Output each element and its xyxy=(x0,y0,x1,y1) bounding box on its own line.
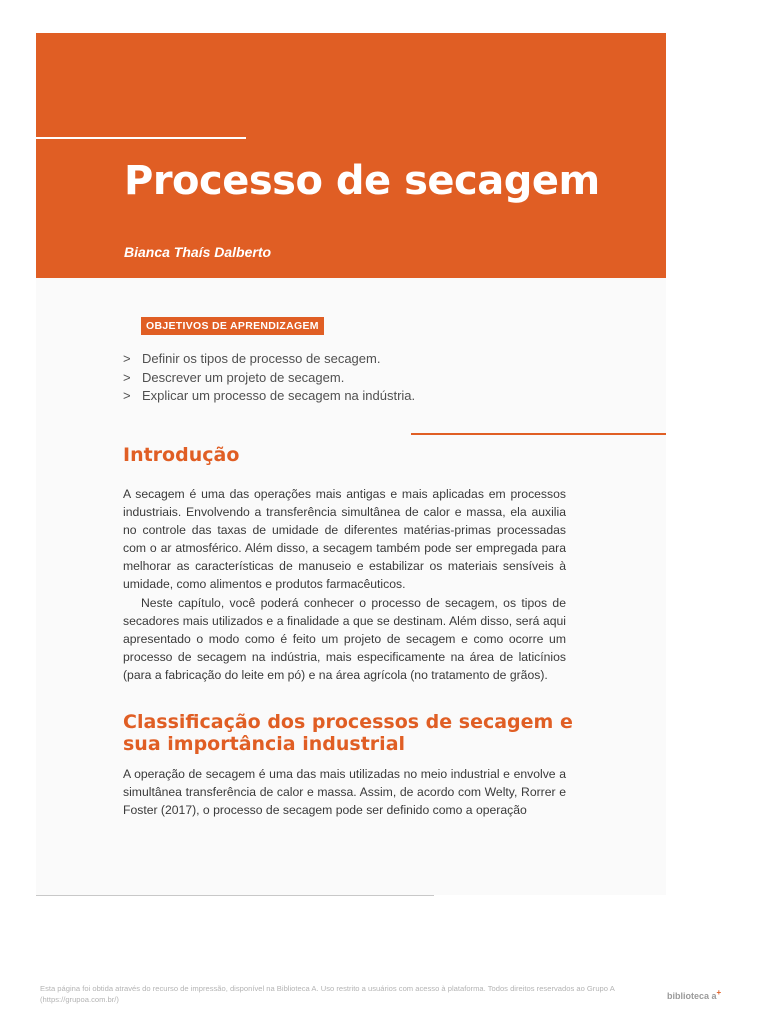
chevron-right-icon: > xyxy=(123,369,131,385)
biblioteca-logo xyxy=(667,988,721,1001)
section-divider xyxy=(411,433,666,435)
chapter-author: Bianca Thaís Dalberto xyxy=(124,244,272,260)
objective-text: Explicar um processo de secagem na indústria. xyxy=(142,388,416,403)
objectives-badge: OBJETIVOS DE APRENDIZAGEM xyxy=(141,317,324,335)
chapter-header xyxy=(36,33,666,278)
objective-text: Descrever um projeto de secagem. xyxy=(142,369,345,385)
logo-text: biblioteca a xyxy=(667,991,717,1001)
chapter-title: Processo de secagem xyxy=(124,158,600,204)
classification-paragraph: A operação de secagem é uma das mais utilizadas no meio industrial e envolve a simultânea transferência de calor e massa. Assim, de acordo com Welty, Rorrer e Foster (2017), o processo de secagem pode ser definido como a operação xyxy=(123,767,566,818)
objective-item xyxy=(123,387,415,406)
logo-plus-icon: + xyxy=(716,988,722,997)
chevron-right-icon: > xyxy=(123,351,131,366)
objective-item xyxy=(123,369,415,388)
intro-paragraph-1: A secagem é uma das operações mais antigas e mais aplicadas em processos industriais. Envolvendo a transferência simultânea de calor e massa, ela auxilia no controle das taxas de umidade de diferentes matérias-primas processadas com o ar atmosférico. Além disso, a secagem também pode ser empregada para melhorar as características de manuseio e estabilizar os materiais sensíveis à umidade, como alimentos e produtos farmacêuticos. xyxy=(123,487,566,592)
footer-notice: Esta página foi obtida através do recurso de impressão, disponível na Biblioteca A. Uso restrito a usuários com acesso à plataforma. Todos direitos reservados ao Grupo A (https://grupoa.com.br/) xyxy=(40,984,615,1004)
chevron-right-icon: > xyxy=(123,388,131,403)
objectives-list xyxy=(123,350,415,406)
objective-text: Definir os tipos de processo de secagem. xyxy=(142,351,381,366)
intro-heading: Introdução xyxy=(123,444,240,466)
header-rule xyxy=(36,137,246,139)
objective-item xyxy=(123,350,415,369)
page-bottom-rule xyxy=(36,895,434,896)
classification-heading: Classificação dos processos de secagem e sua importância industrial xyxy=(123,711,573,755)
intro-paragraph-2: Neste capítulo, você poderá conhecer o processo de secagem, os tipos de secadores mais utilizados e a finalidade a que se destinam. Além disso, será aqui apresentado o modo como é feito um projeto de secagem e como ocorre um processo de secagem na indústria, mais especificamente na área de laticínios (para a fabricação do leite em pó) e na área agrícola (no tratamento de grãos). xyxy=(123,596,566,683)
